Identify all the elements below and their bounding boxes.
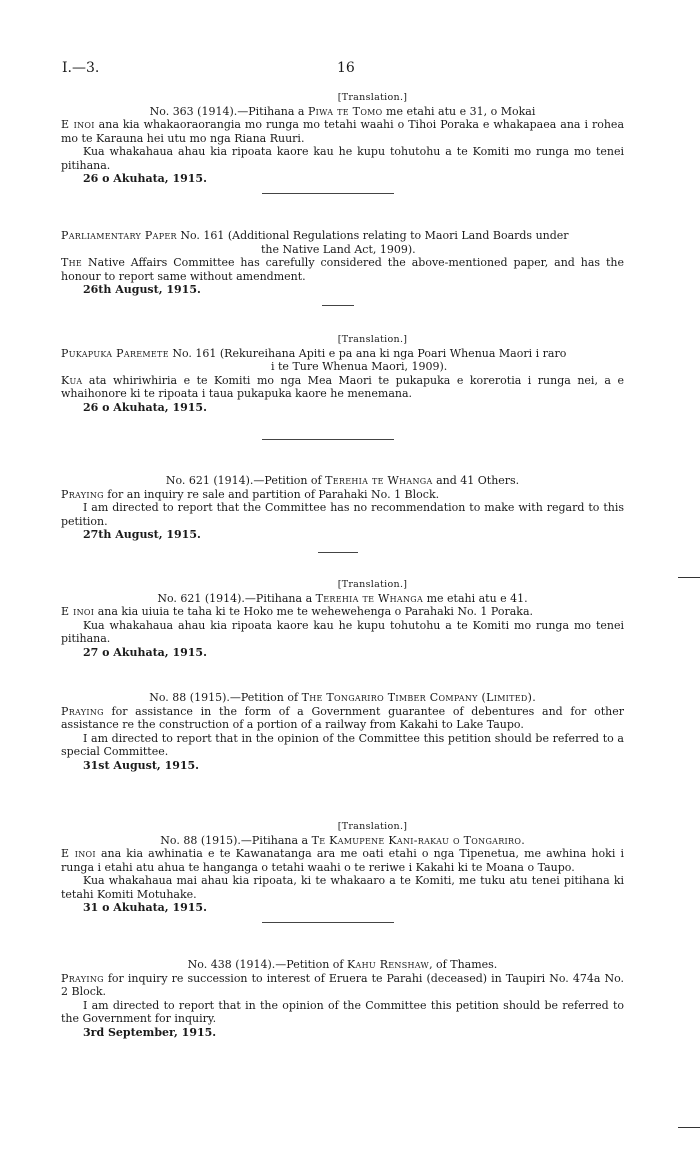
entry-decision: I am directed to report that in the opinion of the Committee this petition should be referred to a special Committee. (61, 731, 624, 758)
entry-body: E inoi ana kia awhinatia e te Kawanatanga ara me oati etahi o nga Tipenetua, me awhina hoki i runga i etahi atu ahua te hanganga o tetahi waahi o te reriwe i Kakahi ki te Moana o Taupo. (61, 847, 624, 874)
entry-heading: No. 88 (1915).—Pitihana a Te Kamupene Kani-rakau o Tongariro. (160, 833, 525, 847)
translation-label: [Translation.] (337, 579, 408, 590)
entry-body: The Native Affairs Committee has carefully considered the above-mentioned paper, and has the honour to report same without amendment. (61, 256, 624, 283)
entry-body: Praying for an inquiry re sale and partition of Parahaki No. 1 Block. (61, 487, 440, 501)
entry-date: 26 o Akuhata, 1915. (83, 400, 207, 414)
entry-438-petition (61, 958, 624, 1039)
entry-body: Praying for assistance in the form of a Government guarantee of debentures and for other assistance re the construction of a portion of a railway from Kakahi to Lake Taupo. (61, 704, 624, 731)
margin-mark (678, 1127, 700, 1128)
entry-heading: No. 621 (1914).—Petition of Terehia te Whanga and 41 Others. (165, 474, 520, 487)
entry-621-petition (61, 474, 624, 542)
entry-heading: No. 621 (1914).—Pitihana a Terehia te Whanga me etahi atu e 41. (157, 591, 528, 605)
entry-date: 31st August, 1915. (83, 758, 200, 772)
entry-paper-161-translation (61, 333, 624, 414)
entry-88-petition (61, 691, 624, 772)
entry-heading-cont: i te Ture Whenua Maori, 1909). (271, 360, 448, 373)
entry-decision: Kua whakahaua ahau kia ripoata kaore kau he kupu tohutohu a te Komiti mo runga mo tenei pitihana. (61, 618, 624, 645)
entry-decision: I am directed to report that in the opinion of the Committee this petition should be referred to the Government for inquiry. (61, 998, 624, 1025)
entry-621-translation (61, 578, 624, 659)
entry-heading: Parliamentary Paper No. 161 (Additional Regulations relating to Maori Land Boards under (61, 229, 569, 242)
entry-heading: Pukapuka Paremete No. 161 (Rekureihana Apiti e pa ana ki nga Poari Whenua Maori i raro (61, 346, 567, 360)
entry-heading: No. 88 (1915).—Petition of The Tongariro Timber Company (Limited). (149, 691, 536, 704)
entry-date: 31 o Akuhata, 1915. (83, 901, 207, 914)
entry-date: 27 o Akuhata, 1915. (83, 645, 207, 659)
entry-heading: No. 438 (1914).—Petition of Kahu Renshaw, of Thames. (187, 958, 498, 971)
section-divider (262, 439, 394, 440)
entry-88-translation (61, 820, 624, 915)
entry-date: 26 o Akuhata, 1915. (83, 172, 207, 185)
entry-body: E inoi ana kia uiuia te taha ki te Hoko me te wehewehenga o Parahaki No. 1 Poraka. (61, 605, 534, 618)
entry-363-translation (61, 91, 624, 186)
margin-mark (678, 577, 700, 578)
entry-date: 3rd September, 1915. (83, 1025, 217, 1039)
translation-label: [Translation.] (337, 821, 408, 832)
section-divider (322, 305, 354, 306)
translation-label: [Translation.] (337, 92, 408, 103)
entry-body: Praying for inquiry re succession to interest of Eruera te Parahi (deceased) in Taupiri No. 474a No. 2 Block. (61, 971, 624, 998)
page-number: 16 (337, 60, 355, 76)
entry-date: 26th August, 1915. (83, 283, 201, 296)
translation-label: [Translation.] (337, 334, 408, 345)
page-reference: I.—3. (62, 60, 100, 76)
entry-paper-161 (61, 229, 624, 297)
entry-heading: No. 363 (1914).—Pitihana a Piwa te Tomo me etahi atu e 31, o Mokai (149, 104, 536, 118)
section-divider (262, 193, 394, 194)
entry-body: E inoi ana kia whakaoraorangia mo runga mo tetahi waahi o Tihoi Poraka e whakapaea ana i rohea mo te Karauna hei utu mo nga Riana Ruuri. (61, 118, 624, 145)
section-divider (318, 552, 358, 553)
entry-body: Kua ata whiriwhiria e te Komiti mo nga Mea Maori te pukapuka e korerotia i runga nei, a e whaihonore ki te ripoata i taua pukapuka kaore he menemana. (61, 373, 624, 400)
entry-date: 27th August, 1915. (83, 528, 201, 541)
entry-heading-cont: the Native Land Act, 1909). (261, 242, 416, 256)
entry-decision: Kua whakahaua mai ahau kia ripoata, ki te whakaaro a te Komiti, me tuku atu tenei pitihana ki tetahi Komiti Motuhake. (61, 874, 624, 901)
entry-decision: Kua whakahaua ahau kia ripoata kaore kau he kupu tohutohu a te Komiti mo runga mo tenei pitihana. (61, 145, 624, 172)
entry-decision: I am directed to report that the Committee has no recommendation to make with regard to this petition. (61, 501, 624, 528)
section-divider (262, 922, 394, 923)
